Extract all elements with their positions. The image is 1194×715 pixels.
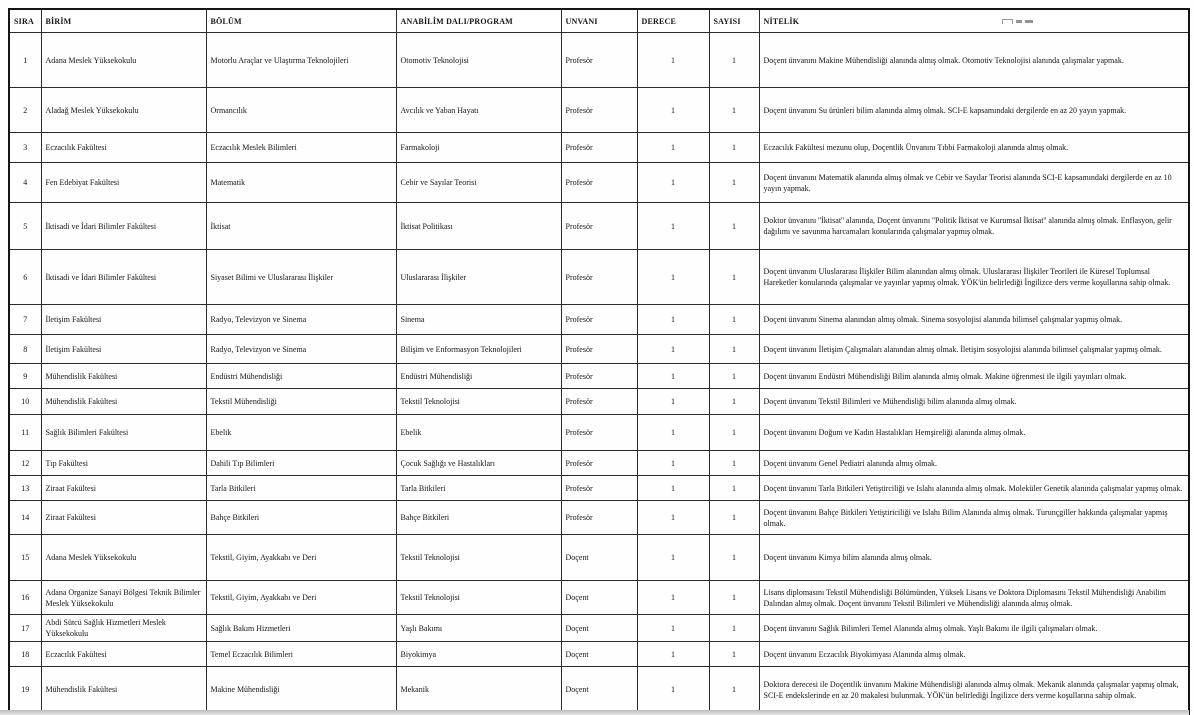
table-row bbox=[9, 364, 1189, 389]
cell-unvan: Profesör bbox=[561, 335, 637, 364]
cell-nitelik: Doçent ünvanını Endüstri Mühendisliği Bilim alanında almış olmak. Makine öğrenmesi ile ilgili yayınları olmak. bbox=[759, 364, 1189, 389]
cell-unvan: Profesör bbox=[561, 501, 637, 535]
cell-sayisi: 1 bbox=[709, 335, 759, 364]
cell-anabilim: Bilişim ve Enformasyon Teknolojileri bbox=[396, 335, 561, 364]
cell-birim: Sağlık Bilimleri Fakültesi bbox=[41, 415, 206, 451]
cell-nitelik: Doçent ünvanını Tarla Bitkileri Yetiştirciliği ve Islahı alanında almış olmak. Moleküler Genetik alanında çalışmalar yapmış olmak. bbox=[759, 476, 1189, 501]
scan-artifact bbox=[1002, 19, 1048, 24]
cell-sayisi: 1 bbox=[709, 581, 759, 615]
cell-unvan: Profesör bbox=[561, 415, 637, 451]
cell-bolum: Tarla Bitkileri bbox=[206, 476, 396, 501]
cell-derece: 1 bbox=[637, 203, 709, 250]
cell-anabilim: Tekstil Teknolojisi bbox=[396, 389, 561, 415]
cell-anabilim: Tarla Bitkileri bbox=[396, 476, 561, 501]
cell-sira: 4 bbox=[9, 163, 41, 203]
cell-anabilim: Tekstil Teknolojisi bbox=[396, 581, 561, 615]
cell-unvan: Doçent bbox=[561, 535, 637, 581]
column-header-bolum: BÖLÜM bbox=[206, 9, 396, 33]
cell-nitelik: Eczacılık Fakültesi mezunu olup, Doçentlik Ünvanını Tıbbi Farmakoloji alanında almış olmak. bbox=[759, 133, 1189, 163]
column-header-nitelik: NİTELİK bbox=[759, 9, 1189, 33]
cell-sayisi: 1 bbox=[709, 451, 759, 476]
cell-nitelik: Doçent ünvanını Doğum ve Kadın Hastalıkları Hemşireliği alanında almış olmak. bbox=[759, 415, 1189, 451]
cell-sira: 7 bbox=[9, 305, 41, 335]
cell-derece: 1 bbox=[637, 415, 709, 451]
cell-unvan: Profesör bbox=[561, 389, 637, 415]
cell-unvan: Profesör bbox=[561, 133, 637, 163]
cell-birim: Eczacılık Fakültesi bbox=[41, 642, 206, 667]
cell-bolum: Ormancılık bbox=[206, 88, 396, 133]
cell-bolum: Tekstil Mühendisliği bbox=[206, 389, 396, 415]
cell-derece: 1 bbox=[637, 364, 709, 389]
table-row bbox=[9, 667, 1189, 714]
cell-anabilim: Farmakoloji bbox=[396, 133, 561, 163]
cell-birim: Adana Meslek Yüksekokulu bbox=[41, 535, 206, 581]
cell-nitelik: Doçent ünvanını Tekstil Bilimleri ve Mühendisliği bilim alanında almış olmak. bbox=[759, 389, 1189, 415]
cell-birim: Aladağ Meslek Yüksekokulu bbox=[41, 88, 206, 133]
table-row bbox=[9, 581, 1189, 615]
cell-bolum: Tekstil, Giyim, Ayakkabı ve Deri bbox=[206, 581, 396, 615]
cell-bolum: Radyo, Televizyon ve Sinema bbox=[206, 335, 396, 364]
cell-sayisi: 1 bbox=[709, 33, 759, 88]
cell-sira: 13 bbox=[9, 476, 41, 501]
cell-anabilim: Tekstil Teknolojisi bbox=[396, 535, 561, 581]
cell-sayisi: 1 bbox=[709, 667, 759, 714]
cell-sayisi: 1 bbox=[709, 133, 759, 163]
cell-birim: İktisadi ve İdari Bilimler Fakültesi bbox=[41, 250, 206, 305]
cell-sayisi: 1 bbox=[709, 364, 759, 389]
cell-sira: 1 bbox=[9, 33, 41, 88]
cell-nitelik: Doçent ünvanını Bahçe Bitkileri Yetiştiriciliği ve Islahı Bilim Alanında almış olmak. Turunçgiller hakkında çalışmalar yapmış olmak. bbox=[759, 501, 1189, 535]
column-header-unvan: UNVANI bbox=[561, 9, 637, 33]
cell-derece: 1 bbox=[637, 501, 709, 535]
cell-sayisi: 1 bbox=[709, 415, 759, 451]
cell-derece: 1 bbox=[637, 250, 709, 305]
cell-unvan: Profesör bbox=[561, 88, 637, 133]
cell-birim: Eczacılık Fakültesi bbox=[41, 133, 206, 163]
cell-nitelik: Doktora derecesi ile Doçentlik ünvanını Makine Mühendisliği alanında almış olmak. Mekanik alanında çalışmalar yapmış olmak, SCI-E endekslerinde en az 20 makalesi bulunmak. YÖK'ün belirlediği İngilizce ders verme koşullarına sahip olmak. bbox=[759, 667, 1189, 714]
cell-anabilim: İktisat Politikası bbox=[396, 203, 561, 250]
cell-sira: 12 bbox=[9, 451, 41, 476]
cell-derece: 1 bbox=[637, 389, 709, 415]
table-row bbox=[9, 642, 1189, 667]
table-row bbox=[9, 501, 1189, 535]
cell-birim: Adana Meslek Yüksekokulu bbox=[41, 33, 206, 88]
cell-derece: 1 bbox=[637, 535, 709, 581]
cell-derece: 1 bbox=[637, 88, 709, 133]
cell-bolum: Sağlık Bakım Hizmetleri bbox=[206, 615, 396, 642]
table-row bbox=[9, 305, 1189, 335]
cell-bolum: Eczacılık Meslek Bilimleri bbox=[206, 133, 396, 163]
cell-sira: 9 bbox=[9, 364, 41, 389]
cell-sayisi: 1 bbox=[709, 615, 759, 642]
cell-unvan: Profesör bbox=[561, 364, 637, 389]
cell-nitelik: Lisans diplomasını Tekstil Mühendisliği Bölümünden, Yüksek Lisans ve Doktora Diplomasını Tekstil Mühendisliği Anabilim Dalından almış olmak. Doçent ünvanını Tekstil Bilimleri ve Mühendisliği alanında almış olmak. bbox=[759, 581, 1189, 615]
table-row bbox=[9, 615, 1189, 642]
cell-bolum: İktisat bbox=[206, 203, 396, 250]
cell-unvan: Profesör bbox=[561, 305, 637, 335]
cell-anabilim: Çocuk Sağlığı ve Hastalıkları bbox=[396, 451, 561, 476]
table-body bbox=[9, 33, 1189, 714]
cell-bolum: Bahçe Bitkileri bbox=[206, 501, 396, 535]
cell-derece: 1 bbox=[637, 476, 709, 501]
cell-anabilim: Biyokimya bbox=[396, 642, 561, 667]
column-header-derece: DERECE bbox=[637, 9, 709, 33]
cell-derece: 1 bbox=[637, 615, 709, 642]
cell-birim: Mühendislik Fakültesi bbox=[41, 389, 206, 415]
cell-sira: 19 bbox=[9, 667, 41, 714]
cell-anabilim: Cebir ve Sayılar Teorisi bbox=[396, 163, 561, 203]
cell-sayisi: 1 bbox=[709, 535, 759, 581]
cell-nitelik: Doçent ünvanını Su ürünleri bilim alanında almış olmak. SCI-E kapsamındaki dergilerde en az 20 yayın yapmak. bbox=[759, 88, 1189, 133]
cell-unvan: Profesör bbox=[561, 476, 637, 501]
cell-anabilim: Otomotiv Teknolojisi bbox=[396, 33, 561, 88]
cell-birim: Tıp Fakültesi bbox=[41, 451, 206, 476]
table-row bbox=[9, 451, 1189, 476]
cell-sayisi: 1 bbox=[709, 501, 759, 535]
cell-birim: Mühendislik Fakültesi bbox=[41, 364, 206, 389]
cell-sira: 10 bbox=[9, 389, 41, 415]
cell-nitelik: Doktor ünvanını ''İktisat'' alanında, Doçent ünvanını ''Politik İktisat ve Kurumsal İktisat'' alanında almış olmak. Enflasyon, gelir dağılımı ve savunma harcamaları konularında çalışmalar yapmış olmak. bbox=[759, 203, 1189, 250]
column-header-anabilim: ANABİLİM DALI/PROGRAM bbox=[396, 9, 561, 33]
cell-derece: 1 bbox=[637, 33, 709, 88]
cell-unvan: Profesör bbox=[561, 203, 637, 250]
cell-derece: 1 bbox=[637, 305, 709, 335]
cell-sira: 14 bbox=[9, 501, 41, 535]
column-header-sayisi: SAYISI bbox=[709, 9, 759, 33]
table-row bbox=[9, 33, 1189, 88]
cell-sayisi: 1 bbox=[709, 642, 759, 667]
cell-sayisi: 1 bbox=[709, 389, 759, 415]
cell-sira: 11 bbox=[9, 415, 41, 451]
table-row bbox=[9, 133, 1189, 163]
cell-derece: 1 bbox=[637, 642, 709, 667]
cell-bolum: Tekstil, Giyim, Ayakkabı ve Deri bbox=[206, 535, 396, 581]
cell-unvan: Profesör bbox=[561, 163, 637, 203]
cell-anabilim: Mekanik bbox=[396, 667, 561, 714]
cell-anabilim: Uluslararası İlişkiler bbox=[396, 250, 561, 305]
cell-anabilim: Endüstri Mühendisliği bbox=[396, 364, 561, 389]
staff-announcement-table bbox=[8, 8, 1190, 715]
cell-anabilim: Bahçe Bitkileri bbox=[396, 501, 561, 535]
cell-birim: Abdi Sütcü Sağlık Hizmetleri Meslek Yüksekokulu bbox=[41, 615, 206, 642]
cell-birim: Ziraat Fakültesi bbox=[41, 501, 206, 535]
table-row bbox=[9, 88, 1189, 133]
cell-sira: 6 bbox=[9, 250, 41, 305]
cell-sira: 5 bbox=[9, 203, 41, 250]
cell-unvan: Profesör bbox=[561, 451, 637, 476]
cell-bolum: Temel Eczacılık Bilimleri bbox=[206, 642, 396, 667]
table-row bbox=[9, 389, 1189, 415]
table-row bbox=[9, 163, 1189, 203]
cell-nitelik: Doçent ünvanını Eczacılık Biyokimyası Alanında almış olmak. bbox=[759, 642, 1189, 667]
cell-unvan: Doçent bbox=[561, 615, 637, 642]
column-header-birim: BİRİM bbox=[41, 9, 206, 33]
cell-sayisi: 1 bbox=[709, 203, 759, 250]
page-edge-shadow bbox=[0, 710, 1189, 715]
table-row bbox=[9, 415, 1189, 451]
cell-birim: Adana Organize Sanayi Bölgesi Teknik Bilimler Meslek Yüksekokulu bbox=[41, 581, 206, 615]
table-row bbox=[9, 203, 1189, 250]
cell-derece: 1 bbox=[637, 451, 709, 476]
cell-anabilim: Avcılık ve Yaban Hayatı bbox=[396, 88, 561, 133]
cell-bolum: Endüstri Mühendisliği bbox=[206, 364, 396, 389]
table-row bbox=[9, 535, 1189, 581]
cell-unvan: Profesör bbox=[561, 33, 637, 88]
cell-bolum: Makine Mühendisliği bbox=[206, 667, 396, 714]
cell-bolum: Motorlu Araçlar ve Ulaştırma Teknolojileri bbox=[206, 33, 396, 88]
cell-birim: Mühendislik Fakültesi bbox=[41, 667, 206, 714]
table-row bbox=[9, 335, 1189, 364]
cell-sira: 17 bbox=[9, 615, 41, 642]
cell-birim: İletişim Fakültesi bbox=[41, 305, 206, 335]
cell-bolum: Ebelik bbox=[206, 415, 396, 451]
cell-sira: 18 bbox=[9, 642, 41, 667]
cell-nitelik: Doçent ünvanını Matematik alanında almış olmak ve Cebir ve Sayılar Teorisi alanında SCI-E kapsamındaki dergilerde en az 10 yayın yapmak. bbox=[759, 163, 1189, 203]
cell-nitelik: Doçent ünvanını Genel Pediatri alanında almış olmak. bbox=[759, 451, 1189, 476]
cell-nitelik: Doçent ünvanını Makine Mühendisliği alanında almış olmak. Otomotiv Teknolojisi alanında çalışmalar yapmak. bbox=[759, 33, 1189, 88]
cell-bolum: Matematik bbox=[206, 163, 396, 203]
cell-sayisi: 1 bbox=[709, 250, 759, 305]
cell-derece: 1 bbox=[637, 581, 709, 615]
cell-sira: 3 bbox=[9, 133, 41, 163]
cell-unvan: Doçent bbox=[561, 581, 637, 615]
cell-sayisi: 1 bbox=[709, 88, 759, 133]
cell-derece: 1 bbox=[637, 667, 709, 714]
cell-nitelik: Doçent ünvanını Sinema alanından almış olmak. Sinema sosyolojisi alanında bilimsel çalışmalar yapmış olmak. bbox=[759, 305, 1189, 335]
cell-unvan: Doçent bbox=[561, 642, 637, 667]
cell-unvan: Doçent bbox=[561, 667, 637, 714]
cell-sira: 15 bbox=[9, 535, 41, 581]
cell-birim: Fen Edebiyat Fakültesi bbox=[41, 163, 206, 203]
cell-sayisi: 1 bbox=[709, 163, 759, 203]
cell-sira: 8 bbox=[9, 335, 41, 364]
cell-sira: 16 bbox=[9, 581, 41, 615]
column-header-sira: SIRA bbox=[9, 9, 41, 33]
cell-bolum: Siyaset Bilimi ve Uluslararası İlişkiler bbox=[206, 250, 396, 305]
cell-anabilim: Sinema bbox=[396, 305, 561, 335]
cell-anabilim: Ebelik bbox=[396, 415, 561, 451]
cell-sira: 2 bbox=[9, 88, 41, 133]
cell-birim: Ziraat Fakültesi bbox=[41, 476, 206, 501]
cell-sayisi: 1 bbox=[709, 305, 759, 335]
cell-derece: 1 bbox=[637, 133, 709, 163]
cell-birim: İletişim Fakültesi bbox=[41, 335, 206, 364]
cell-sayisi: 1 bbox=[709, 476, 759, 501]
cell-nitelik: Doçent ünvanını İletişim Çalışmaları alanından almış olmak. İletişim sosyolojisi alanında bilimsel çalışmalar yapmış olmak. bbox=[759, 335, 1189, 364]
cell-bolum: Radyo, Televizyon ve Sinema bbox=[206, 305, 396, 335]
cell-derece: 1 bbox=[637, 335, 709, 364]
cell-nitelik: Doçent ünvanını Kimya bilim alanında almış olmak. bbox=[759, 535, 1189, 581]
table-row bbox=[9, 250, 1189, 305]
cell-derece: 1 bbox=[637, 163, 709, 203]
cell-birim: İktisadi ve İdari Bilimler Fakültesi bbox=[41, 203, 206, 250]
cell-nitelik: Doçent ünvanını Uluslararası İlişkiler Bilim alanından almış olmak. Uluslararası İlişkiler Teorileri ile Küresel Toplumsal Hareketler konularında çalışmalar ve yayınlar yapmış olmak. YÖK'ün belirlediği İngilizce ders verme koşullarına sahip olmak. bbox=[759, 250, 1189, 305]
table-row bbox=[9, 476, 1189, 501]
cell-nitelik: Doçent ünvanını Sağlık Bilimleri Temel Alanında almış olmak. Yaşlı Bakımı ile ilgili çalışmaları olmak. bbox=[759, 615, 1189, 642]
cell-unvan: Profesör bbox=[561, 250, 637, 305]
cell-anabilim: Yaşlı Bakımı bbox=[396, 615, 561, 642]
cell-bolum: Dahili Tıp Bilimleri bbox=[206, 451, 396, 476]
